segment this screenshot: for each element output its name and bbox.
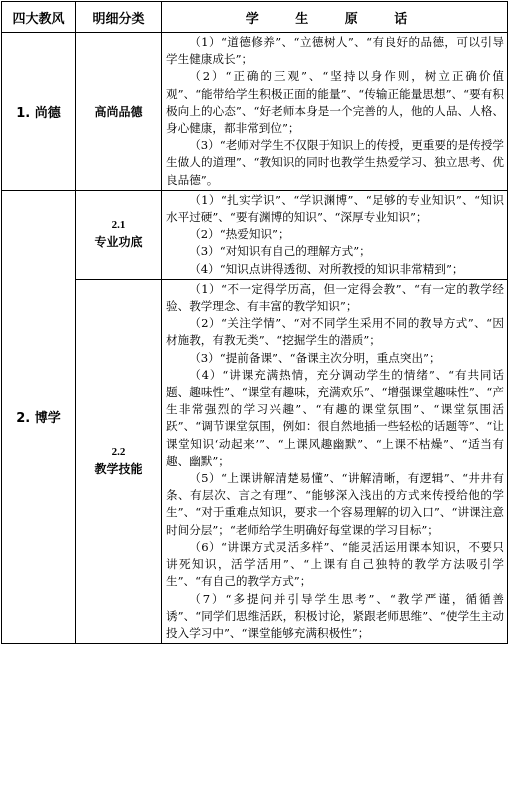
category-cell: 2. 博学 [2, 190, 76, 643]
header-subcategory: 明细分类 [76, 2, 162, 33]
table-row [2, 279, 508, 643]
table-row [2, 190, 508, 279]
subcategory-cell [76, 279, 162, 643]
quotes-cell [162, 190, 508, 279]
subcategory-cell [76, 190, 162, 279]
quote-paragraph: （3）“对知识有自己的理解方式”； [189, 244, 371, 259]
subcategory-number: 2.2 [111, 445, 126, 458]
subcategory-label: 高尚品德 [94, 104, 143, 119]
quote-paragraph: （1）“道德修养”、“立德树人”、“有良好的品德，可以引导学生健康成长”； [166, 35, 504, 67]
quote-paragraph: （5）“上课讲解清楚易懂”、“讲解清晰，有逻辑”、“井井有条、有层次、言之有理”、“能够深入浅出的方式来传授给他的学生”、“对于重难点知识，要求一个容易理解的切入口”、“讲课注意时间分层”；“老师给学生明确好每堂课的学习目标”； [166, 471, 504, 537]
subcategory-label: 专业功底 [94, 235, 143, 250]
quote-paragraph: （4）“讲课充满热情，充分调动学生的情绪”、“有共同话题、趣味性”、“课堂有趣味，充满欢乐”、“增强课堂趣味性”、“产生非常强烈的学习兴趣”、“有趣的课堂氛围”、“课堂氛围活跃”、“调节课堂氛围，例如：很自然地插一些轻松的话题等”、“让课堂知识‘动起来’”、“上课风趣幽默”、“上课不枯燥”、“适当有趣、幽默”； [166, 367, 504, 468]
table-header-row [2, 2, 508, 33]
category-cell: 1. 尚德 [2, 33, 76, 191]
quote-paragraph: （7）“多提问并引导学生思考”、“教学严谨，循循善诱”、“同学们思维活跃，积极讨论，紧跟老师思维”、“使学生主动投入学习中”、“课堂能够充满积极性”； [166, 591, 504, 640]
table-row [2, 33, 508, 191]
subcategory-label: 教学技能 [94, 461, 143, 476]
quote-paragraph: （1）“扎实学识”、“学识渊博”、“足够的专业知识”、“知识水平过硬”、“要有渊博的知识”、“深厚专业知识”； [166, 192, 504, 225]
quote-paragraph: （2）“热爱知识”； [189, 227, 290, 242]
quotes-cell [162, 33, 508, 191]
header-quotes-label: 学 生 原 话 [245, 11, 424, 27]
quote-paragraph: （3）“提前备课”、“备课主次分明，重点突出”； [189, 350, 441, 365]
quote-paragraph: （2）“正确的三观”、“坚持以身作则，树立正确价值观”、“能带给学生积极正面的能量”、“传输正能量思想”、“要有积极向上的心态”、“好老师本身是一个完善的人，他的人品、人格、身心健康，都非常到位”； [166, 69, 504, 136]
subcategory-cell [76, 33, 162, 191]
header-quotes [162, 2, 508, 33]
subcategory-number: 2.1 [111, 219, 126, 232]
quote-paragraph: （6）“讲课方式灵活多样”、“能灵活运用课本知识，不要只讲死知识，活学活用”、“上课有自己独特的教学方法吸引学生”、“有自己的教学方式”； [166, 539, 504, 589]
header-category: 四大教风 [2, 2, 76, 33]
quotes-cell [162, 279, 508, 643]
quote-paragraph: （4）“知识点讲得透彻、对所教授的知识非常精到”； [189, 261, 464, 276]
quote-paragraph: （2）“关注学情”、“对不同学生采用不同的教导方式”、“因材施教，有教无类”、“挖掘学生的潜质”； [166, 316, 504, 348]
quote-paragraph: （1）“不一定得学历高，但一定得会教”、“有一定的教学经验、教学理念、有丰富的教学知识”； [166, 281, 504, 314]
teaching-style-table [1, 1, 508, 644]
quote-paragraph: （3）“老师对学生不仅限于知识上的传授，更重要的是传授学生做人的道理”、“教知识的同时也教学生热爱学习、独立思考、优良品德”。 [166, 138, 504, 187]
